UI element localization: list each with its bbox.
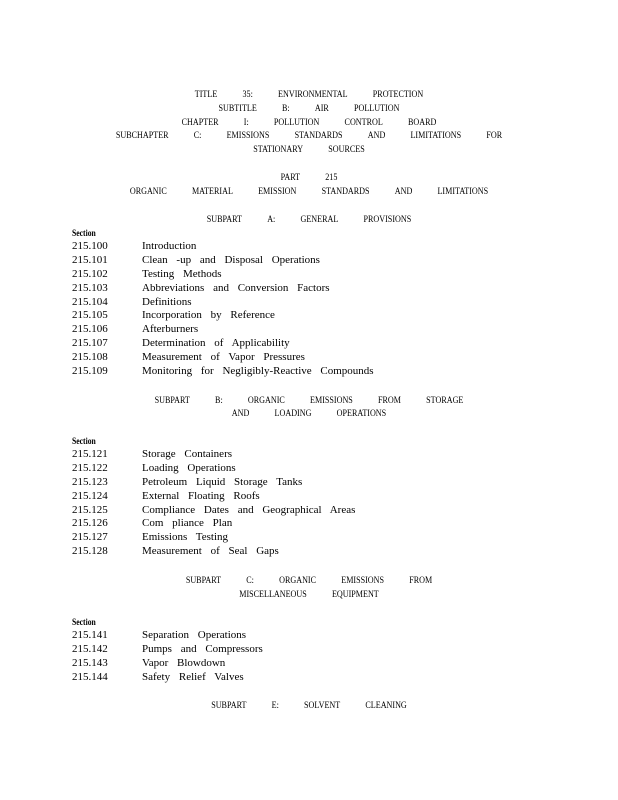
section-entry: [72, 296, 472, 310]
heading-word: SUBPART: [211, 700, 247, 710]
section-title: Definitions: [142, 295, 192, 308]
heading-word: PROTECTION: [372, 89, 424, 99]
heading-word: POLLUTION: [354, 103, 400, 113]
heading-word: LOADING: [274, 408, 312, 418]
section-title: Measurement of Seal Gaps: [142, 545, 279, 558]
section-number: 215.101: [72, 253, 108, 266]
heading-word: STORAGE: [426, 395, 464, 405]
heading-word: AND: [394, 186, 413, 196]
section-entry: [72, 268, 472, 282]
section-entry: [72, 337, 472, 351]
section-entry: [72, 504, 472, 518]
heading-word: PART: [280, 172, 301, 182]
section-title: Petroleum Liquid Storage Tanks: [142, 475, 303, 488]
section-entry: [72, 365, 472, 379]
subpart-a-section-list: [72, 240, 472, 379]
heading-word: A:: [267, 214, 276, 224]
heading-word: SUBPART: [185, 575, 222, 585]
section-title: Testing Methods: [142, 267, 222, 280]
section-entry: [72, 254, 472, 268]
heading-word: MISCELLANEOUS: [239, 589, 307, 599]
heading-word: EMISSION: [258, 186, 297, 196]
section-number: 215.102: [72, 267, 108, 280]
section-title: Loading Operations: [142, 461, 236, 474]
section-title: Measurement of Vapor Pressures: [142, 351, 305, 364]
section-title: Vapor Blowdown: [142, 656, 226, 669]
section-entry: [72, 282, 472, 296]
section-entry: [72, 643, 472, 657]
heading-word: C:: [246, 575, 254, 585]
section-number: 215.106: [72, 323, 108, 336]
section-number: 215.144: [72, 670, 108, 683]
heading-word: I:: [243, 117, 249, 127]
section-entry: [72, 657, 472, 671]
section-title: Safety Relief Valves: [142, 670, 244, 683]
heading-word: B:: [215, 395, 223, 405]
section-number: 215.125: [72, 503, 108, 516]
section-number: 215.141: [72, 629, 108, 641]
subpart-b-heading: [31, 395, 587, 405]
heading-word: TITLE: [194, 89, 218, 99]
section-entry: [72, 240, 472, 254]
heading-word: STATIONARY: [253, 144, 304, 154]
section-title: Introduction: [142, 240, 197, 252]
heading-word: AND: [367, 130, 386, 140]
section-title: Separation Operations: [142, 629, 247, 641]
section-entry: [72, 545, 472, 559]
heading-word: STANDARDS: [321, 186, 370, 196]
subchapter-line-2: [31, 144, 587, 154]
heading-word: CHAPTER: [181, 117, 219, 127]
subpart-c-heading-2: [31, 589, 587, 599]
section-number: 215.100: [72, 240, 108, 252]
heading-word: 215: [325, 172, 338, 182]
section-entry: [72, 462, 472, 476]
heading-word: POLLUTION: [273, 117, 320, 127]
heading-word: EMISSIONS: [310, 395, 353, 405]
section-label: Section: [72, 436, 96, 446]
heading-word: FROM: [409, 575, 433, 585]
part-title-line: [31, 186, 587, 196]
heading-word: LIMITATIONS: [410, 130, 462, 140]
heading-word: SUBPART: [154, 395, 190, 405]
heading-word: LIMITATIONS: [437, 186, 489, 196]
title-line: [31, 89, 587, 99]
section-title: External Floating Roofs: [142, 489, 260, 502]
section-number: 215.128: [72, 545, 108, 558]
subpart-b-section-list: [72, 448, 472, 559]
section-entry: [72, 490, 472, 504]
section-number: 215.124: [72, 489, 108, 502]
heading-word: BOARD: [407, 117, 437, 127]
heading-word: ENVIRONMENTAL: [278, 89, 348, 99]
heading-word: SUBTITLE: [218, 103, 257, 113]
heading-word: E:: [271, 700, 279, 710]
section-number: 215.142: [72, 642, 108, 655]
subpart-b-heading-2: [31, 408, 587, 418]
chapter-line: [31, 117, 587, 127]
subtitle-line: [31, 103, 587, 113]
heading-word: AIR: [314, 103, 329, 113]
heading-word: SUBCHAPTER: [115, 130, 169, 140]
heading-word: GENERAL: [300, 214, 339, 224]
heading-word: CLEANING: [365, 700, 407, 710]
section-entry: [72, 448, 472, 462]
section-label: Section: [72, 228, 96, 238]
heading-word: ORGANIC: [129, 186, 167, 196]
section-number: 215.105: [72, 309, 108, 322]
section-title: Afterburners: [142, 323, 199, 336]
section-title: Incorporation by Reference: [142, 309, 275, 322]
subchapter-line: [31, 130, 587, 140]
heading-word: SOURCES: [328, 144, 365, 154]
section-number: 215.107: [72, 337, 108, 350]
section-title: Pumps and Compressors: [142, 642, 263, 655]
heading-word: FOR: [486, 130, 503, 140]
section-number: 215.109: [72, 365, 108, 378]
section-number: 215.108: [72, 351, 108, 364]
heading-word: FROM: [378, 395, 401, 405]
subpart-c-section-list: [72, 629, 472, 685]
heading-word: CONTROL: [344, 117, 383, 127]
heading-word: PROVISIONS: [363, 214, 412, 224]
heading-word: AND: [231, 408, 250, 418]
section-number: 215.123: [72, 475, 108, 488]
section-label: Section: [72, 617, 96, 627]
section-title: Clean -up and Disposal Operations: [142, 253, 320, 266]
section-title: Monitoring for Negligibly-Reactive Compounds: [142, 365, 374, 378]
section-title: Compliance Dates and Geographical Areas: [142, 503, 356, 516]
section-entry: [72, 629, 472, 643]
heading-word: MATERIAL: [191, 186, 233, 196]
part-number-line: [31, 172, 587, 182]
subpart-e-heading: [31, 700, 587, 710]
heading-word: SOLVENT: [304, 700, 341, 710]
subpart-c-heading: [31, 575, 587, 585]
section-entry: [72, 476, 472, 490]
section-entry: [72, 351, 472, 365]
heading-word: B:: [281, 103, 290, 113]
section-number: 215.122: [72, 461, 108, 474]
section-number: 215.143: [72, 656, 108, 669]
section-number: 215.121: [72, 448, 108, 460]
section-title: Determination of Applicability: [142, 337, 290, 350]
section-number: 215.104: [72, 295, 108, 308]
section-entry: [72, 531, 472, 545]
section-number: 215.126: [72, 517, 108, 530]
heading-word: SUBPART: [206, 214, 243, 224]
section-entry: [72, 323, 472, 337]
heading-word: EQUIPMENT: [331, 589, 379, 599]
heading-word: ORGANIC: [279, 575, 317, 585]
heading-word: OPERATIONS: [336, 408, 387, 418]
heading-word: ORGANIC: [247, 395, 285, 405]
heading-word: EMISSIONS: [341, 575, 385, 585]
section-number: 215.127: [72, 531, 108, 544]
section-entry: [72, 517, 472, 531]
heading-word: 35:: [242, 89, 253, 99]
heading-word: C:: [193, 130, 202, 140]
heading-word: EMISSIONS: [226, 130, 270, 140]
section-title: Storage Containers: [142, 448, 233, 460]
section-title: Abbreviations and Conversion Factors: [142, 281, 330, 294]
section-number: 215.103: [72, 281, 108, 294]
section-entry: [72, 671, 472, 685]
section-title: Emissions Testing: [142, 531, 229, 544]
subpart-a-heading: [31, 214, 587, 224]
section-entry: [72, 309, 472, 323]
heading-word: STANDARDS: [294, 130, 343, 140]
section-title: Com pliance Plan: [142, 517, 233, 530]
